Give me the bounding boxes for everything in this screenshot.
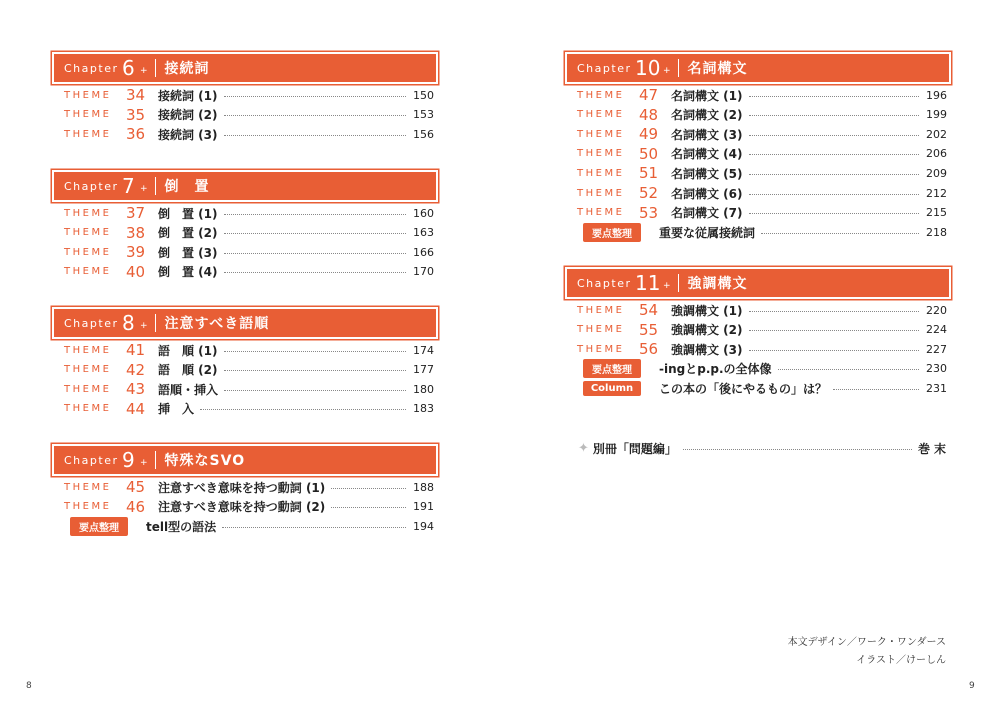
- theme-number: 51: [639, 164, 659, 183]
- plus-icon: +: [140, 458, 148, 468]
- theme-number: 41: [126, 341, 146, 359]
- page-number: 160: [413, 206, 434, 220]
- page-number: 220: [926, 303, 947, 317]
- theme-word: THEME: [64, 501, 112, 513]
- theme-word: THEME: [64, 109, 112, 121]
- theme-word: THEME: [577, 89, 625, 101]
- theme-number: 47: [639, 86, 659, 104]
- chapter-title: 強調構文: [687, 276, 748, 292]
- toc-theme-entry[interactable]: [52, 263, 434, 281]
- credit-design: 本文デザイン／ワーク・ワンダース: [787, 637, 946, 648]
- toc-theme-entry[interactable]: [52, 125, 434, 143]
- toc-theme-entry[interactable]: [52, 380, 434, 398]
- entry-title: 語 順 (2): [158, 363, 218, 378]
- section-badge: 要点整理: [583, 359, 641, 378]
- page-number: 150: [413, 88, 434, 102]
- chapter-title: 特殊なSVO: [164, 453, 246, 469]
- entry-title: 名詞構文 (3): [671, 127, 743, 142]
- folio-right: 9: [969, 681, 975, 691]
- chapter-header[interactable]: [52, 52, 438, 84]
- entry-title: 名詞構文 (6): [671, 186, 743, 201]
- page-number: 215: [926, 206, 947, 220]
- entry-title: 注意すべき意味を持つ動詞 (2): [158, 500, 326, 515]
- leader-dots: [200, 409, 406, 410]
- divider: [678, 274, 679, 292]
- bessatsu-label: 別冊「問題編」: [592, 441, 677, 456]
- theme-number: 53: [639, 203, 659, 222]
- leader-dots: [761, 233, 919, 234]
- leader-dots: [749, 115, 920, 116]
- plus-icon: +: [663, 66, 671, 76]
- theme-word: THEME: [64, 207, 112, 219]
- entry-title: 名詞構文 (5): [671, 166, 743, 181]
- toc-badge-entry[interactable]: [565, 360, 947, 378]
- chapter-number: 8: [122, 311, 135, 335]
- toc-theme-entry[interactable]: [52, 204, 434, 222]
- page-number: 196: [926, 88, 947, 102]
- leader-dots: [224, 390, 406, 391]
- toc-theme-entry[interactable]: [52, 341, 434, 359]
- theme-number: 45: [126, 478, 146, 496]
- toc-theme-entry[interactable]: [565, 145, 947, 163]
- entry-title: 名詞構文 (7): [671, 206, 743, 221]
- folio-left: 8: [26, 681, 32, 691]
- entry-title: 接続詞 (3): [158, 127, 218, 142]
- toc-theme-entry[interactable]: [565, 340, 947, 358]
- theme-word: THEME: [577, 148, 625, 160]
- toc-theme-entry[interactable]: [565, 204, 947, 222]
- theme-word: THEME: [64, 128, 112, 140]
- entry-title: 注意すべき意味を持つ動詞 (1): [158, 480, 326, 495]
- page-number: 177: [413, 363, 434, 377]
- theme-number: 56: [639, 340, 659, 359]
- theme-number: 49: [639, 125, 659, 144]
- theme-word: THEME: [577, 128, 625, 140]
- theme-word: THEME: [64, 364, 112, 376]
- leader-dots: [749, 174, 920, 175]
- leader-dots: [749, 135, 920, 136]
- leader-dots: [749, 330, 920, 331]
- theme-word: THEME: [64, 266, 112, 278]
- leader-dots: [331, 507, 406, 508]
- credit-illustration: イラスト／けーしん: [856, 655, 946, 666]
- toc-badge-entry[interactable]: [52, 517, 434, 535]
- toc-theme-entry[interactable]: [565, 86, 947, 104]
- leader-dots: [749, 154, 920, 155]
- entry-title: 語 順 (1): [158, 343, 218, 358]
- plus-icon: +: [663, 281, 671, 291]
- entry-title: tell型の語法: [146, 519, 217, 534]
- chapter-title: 名詞構文: [687, 61, 748, 77]
- toc-theme-entry[interactable]: [565, 125, 947, 143]
- page-number: 218: [926, 225, 947, 239]
- page-number: 163: [413, 226, 434, 240]
- entry-title: 強調構文 (3): [671, 342, 743, 357]
- leader-dots: [749, 350, 920, 351]
- entry-title: 挿 入: [158, 402, 195, 417]
- leader-dots: [224, 135, 407, 136]
- theme-word: THEME: [577, 343, 625, 355]
- leader-dots: [683, 449, 912, 450]
- leader-dots: [749, 213, 920, 214]
- theme-word: THEME: [64, 89, 112, 101]
- theme-number: 35: [126, 105, 146, 124]
- page-number: 202: [926, 127, 947, 141]
- toc-theme-entry[interactable]: [565, 321, 947, 339]
- entry-title: 倒 置 (1): [158, 206, 218, 221]
- chapter-word: Chapter: [64, 179, 119, 193]
- entry-title: 語順・挿入: [158, 382, 219, 397]
- leader-dots: [778, 369, 919, 370]
- theme-word: THEME: [577, 109, 625, 121]
- entry-title: 接続詞 (1): [158, 88, 218, 103]
- page-number: 230: [926, 362, 947, 376]
- leader-dots: [749, 194, 920, 195]
- chapter-number: 9: [122, 448, 135, 472]
- theme-number: 48: [639, 105, 659, 124]
- leader-dots: [224, 115, 407, 116]
- entry-title: 倒 置 (3): [158, 245, 218, 260]
- leader-dots: [224, 253, 407, 254]
- plus-icon: +: [140, 66, 148, 76]
- theme-number: 37: [126, 204, 146, 222]
- chapter-word: Chapter: [64, 316, 119, 330]
- entry-title: 強調構文 (1): [671, 303, 743, 318]
- section-badge: 要点整理: [70, 517, 128, 536]
- theme-number: 36: [126, 125, 146, 144]
- leader-dots: [222, 527, 406, 528]
- theme-word: THEME: [577, 324, 625, 336]
- theme-number: 42: [126, 360, 146, 379]
- divider: [155, 314, 156, 332]
- chapter-title: 注意すべき語順: [164, 316, 270, 332]
- toc-theme-entry[interactable]: [52, 106, 434, 124]
- chapter-title: 接続詞: [164, 61, 210, 77]
- theme-number: 54: [639, 301, 659, 319]
- chapter-word: Chapter: [577, 276, 632, 290]
- theme-number: 34: [126, 86, 146, 104]
- chapter-word: Chapter: [64, 453, 119, 467]
- leader-dots: [749, 96, 920, 97]
- theme-number: 46: [126, 497, 146, 516]
- plus-icon: +: [140, 184, 148, 194]
- toc-theme-entry[interactable]: [52, 224, 434, 242]
- page-number: 188: [413, 480, 434, 494]
- toc-theme-entry[interactable]: [52, 400, 434, 418]
- chapter-header[interactable]: [52, 444, 438, 476]
- theme-word: THEME: [64, 246, 112, 258]
- chapter-header[interactable]: [565, 267, 951, 299]
- theme-word: THEME: [64, 383, 112, 395]
- leader-dots: [331, 488, 406, 489]
- theme-number: 50: [639, 144, 659, 163]
- entry-title: 名詞構文 (1): [671, 88, 743, 103]
- leader-dots: [224, 214, 407, 215]
- chapter-title: 倒 置: [164, 179, 210, 195]
- theme-number: 39: [126, 243, 146, 262]
- chapter-word: Chapter: [577, 61, 632, 75]
- page-number: 191: [413, 500, 434, 514]
- bessatsu-end: 巻末: [917, 441, 950, 456]
- theme-number: 44: [126, 399, 146, 418]
- leader-dots: [749, 311, 920, 312]
- toc-theme-entry[interactable]: [52, 498, 434, 516]
- divider: [155, 177, 156, 195]
- theme-word: THEME: [577, 304, 625, 316]
- plus-icon: +: [140, 321, 148, 331]
- toc-badge-entry[interactable]: [565, 223, 947, 241]
- divider: [678, 59, 679, 77]
- leader-dots: [224, 96, 407, 97]
- chapter-header[interactable]: [565, 52, 951, 84]
- theme-word: THEME: [577, 207, 625, 219]
- divider: [155, 59, 156, 77]
- page-number: 166: [413, 245, 434, 259]
- toc-theme-entry[interactable]: [565, 106, 947, 124]
- leader-dots: [224, 351, 407, 352]
- entry-title: -ingとp.p.の全体像: [659, 362, 772, 377]
- entry-title: 倒 置 (2): [158, 226, 218, 241]
- toc-theme-entry[interactable]: [565, 301, 947, 319]
- chapter-number: 6: [122, 56, 135, 80]
- theme-number: 55: [639, 320, 659, 339]
- leader-dots: [224, 370, 407, 371]
- page-number: 153: [413, 108, 434, 122]
- chapter-header[interactable]: [52, 307, 438, 339]
- page-number: 231: [926, 381, 947, 395]
- section-badge: 要点整理: [583, 223, 641, 242]
- page-number: 156: [413, 127, 434, 141]
- bessatsu-line[interactable]: [578, 438, 950, 458]
- theme-word: THEME: [577, 187, 625, 199]
- page-number: 194: [413, 519, 434, 533]
- chapter-number: 11: [635, 271, 661, 295]
- leader-dots: [224, 233, 407, 234]
- sparkle-icon: ✦: [578, 440, 589, 456]
- theme-word: THEME: [64, 403, 112, 415]
- page-number: 224: [926, 323, 947, 337]
- leader-dots: [833, 389, 919, 390]
- entry-title: 重要な従属接続詞: [659, 225, 756, 240]
- chapter-header[interactable]: [52, 170, 438, 202]
- page-number: 212: [926, 186, 947, 200]
- chapter-number: 10: [635, 56, 661, 80]
- theme-number: 38: [126, 223, 146, 242]
- divider: [155, 451, 156, 469]
- toc-theme-entry[interactable]: [565, 164, 947, 182]
- toc-theme-entry[interactable]: [52, 243, 434, 261]
- chapter-number: 7: [122, 174, 135, 198]
- page-number: 199: [926, 108, 947, 122]
- leader-dots: [224, 272, 407, 273]
- toc-theme-entry[interactable]: [52, 86, 434, 104]
- page-number: 174: [413, 343, 434, 357]
- theme-number: 43: [126, 380, 146, 399]
- entry-title: 名詞構文 (4): [671, 147, 743, 162]
- entry-title: 接続詞 (2): [158, 108, 218, 123]
- entry-title: 名詞構文 (2): [671, 108, 743, 123]
- toc-theme-entry[interactable]: [565, 184, 947, 202]
- page-number: 206: [926, 147, 947, 161]
- entry-title: 強調構文 (2): [671, 323, 743, 338]
- page-number: 170: [413, 265, 434, 279]
- page-number: 183: [413, 402, 434, 416]
- toc-theme-entry[interactable]: [52, 361, 434, 379]
- chapter-word: Chapter: [64, 61, 119, 75]
- theme-number: 52: [639, 184, 659, 202]
- page-number: 180: [413, 382, 434, 396]
- toc-badge-entry[interactable]: [565, 379, 947, 397]
- toc-theme-entry[interactable]: [52, 478, 434, 496]
- theme-word: THEME: [64, 344, 112, 356]
- entry-title: この本の「後にやるもの」は？: [659, 381, 828, 396]
- section-badge: Column: [583, 381, 641, 396]
- theme-word: THEME: [64, 227, 112, 239]
- page-number: 209: [926, 166, 947, 180]
- entry-title: 倒 置 (4): [158, 265, 218, 280]
- page-number: 227: [926, 342, 947, 356]
- theme-word: THEME: [577, 167, 625, 179]
- theme-word: THEME: [64, 481, 112, 493]
- theme-number: 40: [126, 262, 146, 281]
